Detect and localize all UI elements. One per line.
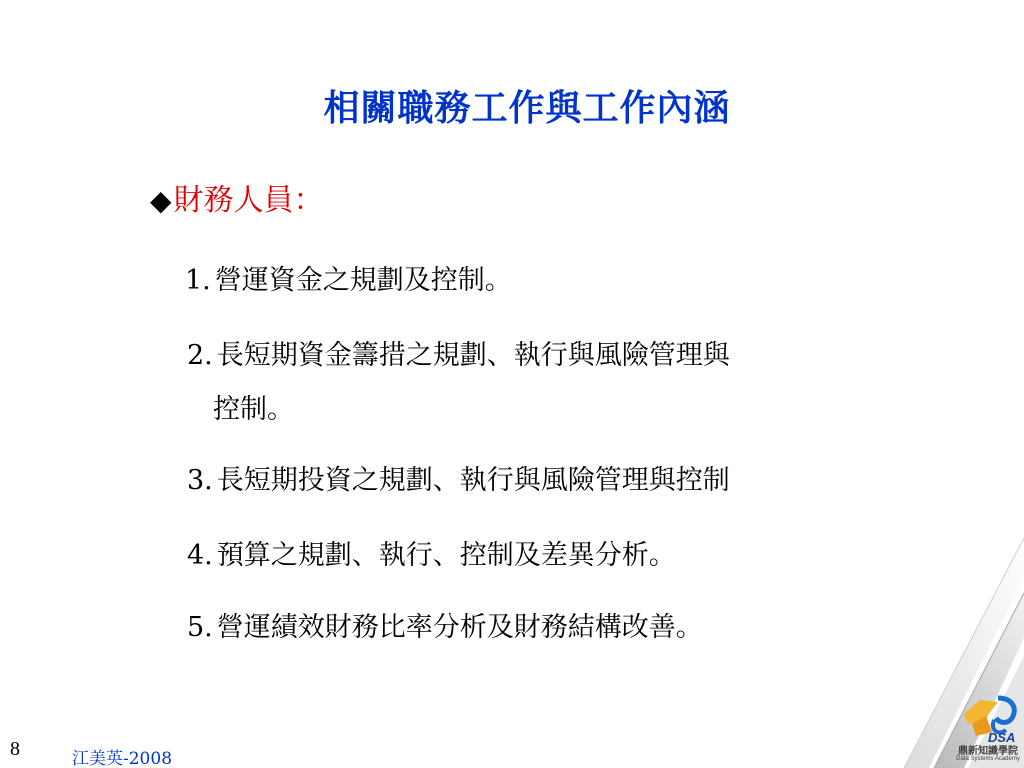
list-item [185,258,512,297]
list-item-continuation: 控制。 [213,394,294,425]
diamond-bullet-icon: ◆ [150,184,172,217]
logo-name: 鼎新知識學院 [958,746,1018,757]
logo-mark-text: DSA [988,730,1016,745]
list-item-number: 3. [187,465,213,496]
list-item-number: 2. [187,340,213,371]
list-item-number: 5. [187,612,213,643]
list-item [187,333,730,372]
list-item-number: 4. [187,540,213,571]
section-heading [150,175,324,219]
slide-title: 相關職務工作與工作內涵 [323,87,731,129]
list-item [187,605,703,644]
section-heading-text: 財務人員： [173,183,324,218]
list-item-text: 營運資金之規劃及控制。 [214,265,512,296]
list-item-text: 長短期投資之規劃、執行與風險管理與控制 [216,465,730,496]
footer-author: 江美英-2008 [72,749,173,768]
list-item [187,533,676,572]
list-item-text: 預算之規劃、執行、控制及差異分析。 [216,540,676,571]
page-number: 8 [10,738,20,760]
list-item-number: 1. [185,265,211,296]
list-item-text: 營運績效財務比率分析及財務結構改善。 [216,612,703,643]
list-item-text: 長短期資金籌措之規劃、執行與風險管理與 [216,340,730,371]
logo-subtitle: Data Systems Academy [956,756,1020,762]
list-item [187,458,730,497]
